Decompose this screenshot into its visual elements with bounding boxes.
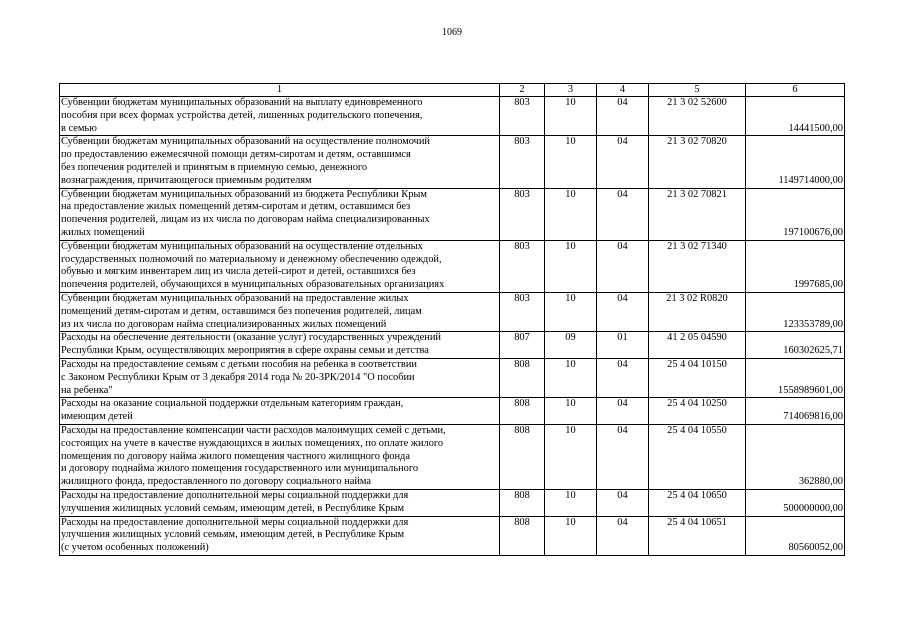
table-row [60,240,845,292]
row-section-cell: 09 [545,332,597,359]
row-target-article-cell: 25 4 04 10651 [649,516,746,555]
row-subsection-cell: 04 [597,358,649,397]
row-section-cell: 10 [545,188,597,240]
row-section-cell: 10 [545,358,597,397]
row-target-article-cell: 25 4 04 10250 [649,398,746,425]
row-name-cell: Расходы на обеспечение деятельности (оказание услуг) государственных учреждений Республики Крым, осуществляющих мероприятия в сфере охраны семьи и детства [60,332,500,359]
table-row [60,516,845,555]
row-amount-cell: 160302625,71 [746,332,845,359]
row-name-cell: Субвенции бюджетам муниципальных образований на осуществление отдельных государственных полномочий по материальному и денежному обеспечению одеждой, обувью и мягким инвентарем лиц из числа детей-сирот и детей, оставшихся без попечения родителей, обучающихся в муниципальных образовательных организациях [60,240,500,292]
row-target-article-cell: 25 4 04 10650 [649,489,746,516]
row-subsection-cell: 04 [597,398,649,425]
row-code-cell: 808 [500,424,545,489]
row-amount-cell: 197100676,00 [746,188,845,240]
budget-table [59,83,845,556]
table-row [60,358,845,397]
row-subsection-cell: 01 [597,332,649,359]
row-section-cell: 10 [545,292,597,331]
row-target-article-cell: 21 3 02 71340 [649,240,746,292]
row-code-cell: 808 [500,489,545,516]
row-subsection-cell: 04 [597,240,649,292]
row-section-cell: 10 [545,516,597,555]
row-subsection-cell: 04 [597,136,649,188]
row-code-cell: 803 [500,292,545,331]
column-header: 1 [60,84,500,97]
table-row [60,97,845,136]
row-code-cell: 803 [500,240,545,292]
row-name-cell: Субвенции бюджетам муниципальных образований на выплату единовременного пособия при всех формах устройства детей, лишенных родительского попечения, в семью [60,97,500,136]
row-section-cell: 10 [545,424,597,489]
row-subsection-cell: 04 [597,489,649,516]
row-name-cell: Расходы на предоставление компенсации части расходов малоимущих семей с детьми, состоящих на учете в качестве нуждающихся в жилых помещениях, по оплате жилого помещения по договору найма жилого помещения частного жилищного фонда и договору поднайма жилого помещения государственного или муниципального жилищного фонда, предоставленного по договору социального найма [60,424,500,489]
row-section-cell: 10 [545,489,597,516]
row-code-cell: 808 [500,516,545,555]
table-row [60,332,845,359]
row-target-article-cell: 21 3 02 R0820 [649,292,746,331]
row-code-cell: 803 [500,188,545,240]
row-amount-cell: 500000000,00 [746,489,845,516]
row-name-cell: Расходы на предоставление дополнительной меры социальной поддержки для улучшения жилищных условий семьям, имеющим детей, в Республике Крым [60,489,500,516]
row-section-cell: 10 [545,97,597,136]
row-name-cell: Субвенции бюджетам муниципальных образований на осуществление полномочий по предоставлению ежемесячной помощи детям-сиротам и детям, оставшимся без попечения родителей и принятым в приемную семью, денежного вознаграждения, причитающегося приемным родителям [60,136,500,188]
row-section-cell: 10 [545,240,597,292]
row-target-article-cell: 25 4 04 10550 [649,424,746,489]
column-header: 5 [649,84,746,97]
row-amount-cell: 1149714000,00 [746,136,845,188]
row-amount-cell: 123353789,00 [746,292,845,331]
table-row [60,424,845,489]
row-amount-cell: 714069816,00 [746,398,845,425]
row-subsection-cell: 04 [597,424,649,489]
page-number: 1069 [442,27,462,38]
table-row [60,136,845,188]
table-row [60,398,845,425]
row-amount-cell: 1558989601,00 [746,358,845,397]
row-target-article-cell: 21 3 02 70821 [649,188,746,240]
row-target-article-cell: 21 3 02 52600 [649,97,746,136]
row-section-cell: 10 [545,136,597,188]
row-target-article-cell: 41 2 05 04590 [649,332,746,359]
table-row [60,489,845,516]
table-row [60,292,845,331]
row-amount-cell: 1997685,00 [746,240,845,292]
row-code-cell: 803 [500,136,545,188]
row-amount-cell: 362880,00 [746,424,845,489]
row-amount-cell: 80560052,00 [746,516,845,555]
row-code-cell: 808 [500,358,545,397]
row-amount-cell: 14441500,00 [746,97,845,136]
row-code-cell: 803 [500,97,545,136]
row-subsection-cell: 04 [597,516,649,555]
row-target-article-cell: 21 3 02 70820 [649,136,746,188]
row-code-cell: 807 [500,332,545,359]
row-section-cell: 10 [545,398,597,425]
row-name-cell: Расходы на предоставление семьям с детьми пособия на ребенка в соответствии с Законом Республики Крым от 3 декабря 2014 года № 20-ЗРК/2014 "О пособии на ребенка" [60,358,500,397]
row-target-article-cell: 25 4 04 10150 [649,358,746,397]
row-name-cell: Субвенции бюджетам муниципальных образований на предоставление жилых помещений детям-сиротам и детям, оставшимся без попечения родителей, лицам из их числа по договорам найма специализированных жилых помещений [60,292,500,331]
column-header: 3 [545,84,597,97]
row-subsection-cell: 04 [597,97,649,136]
column-header: 6 [746,84,845,97]
column-header: 2 [500,84,545,97]
table-row [60,188,845,240]
row-name-cell: Расходы на предоставление дополнительной меры социальной поддержки для улучшения жилищных условий семьям, имеющим детей, в Республике Крым (с учетом особенных положений) [60,516,500,555]
row-subsection-cell: 04 [597,188,649,240]
table-header-row [60,84,845,97]
row-name-cell: Расходы на оказание социальной поддержки отдельным категориям граждан, имеющим детей [60,398,500,425]
row-subsection-cell: 04 [597,292,649,331]
row-code-cell: 808 [500,398,545,425]
row-name-cell: Субвенции бюджетам муниципальных образований из бюджета Республики Крым на предоставление жилых помещений детям-сиротам и детям, оставшимся без попечения родителей, лицам из их числа по договорам найма специализированных жилых помещений [60,188,500,240]
column-header: 4 [597,84,649,97]
